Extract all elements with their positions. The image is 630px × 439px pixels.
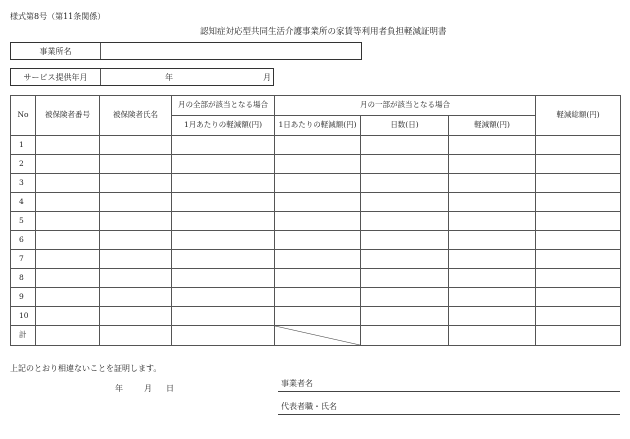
total-cell[interactable] [536, 326, 621, 346]
operator-label: 事業者名 [281, 379, 313, 388]
date-year: 年 [115, 384, 123, 393]
table-cell[interactable] [100, 288, 172, 307]
table-cell[interactable] [449, 174, 536, 193]
total-cell[interactable] [449, 326, 536, 346]
table-cell[interactable] [536, 288, 621, 307]
table-cell[interactable] [361, 174, 449, 193]
header-part-amount: 軽減額(円) [449, 116, 536, 136]
table-cell[interactable] [361, 269, 449, 288]
table-cell[interactable] [36, 193, 100, 212]
table-cell[interactable] [449, 231, 536, 250]
table-cell[interactable] [100, 174, 172, 193]
table-cell[interactable] [36, 250, 100, 269]
table-cell[interactable] [36, 288, 100, 307]
header-all-month: 月の全部が該当となる場合 [172, 96, 275, 116]
table-cell[interactable] [449, 212, 536, 231]
table-cell[interactable] [361, 212, 449, 231]
table-cell[interactable] [275, 193, 361, 212]
table-cell[interactable] [100, 231, 172, 250]
table-cell[interactable] [361, 288, 449, 307]
certify-text: 上記のとおり相違ないことを証明します。 [10, 364, 162, 373]
table-cell[interactable] [100, 193, 172, 212]
table-cell[interactable] [536, 193, 621, 212]
representative-label: 代表者職・氏名 [281, 402, 337, 411]
table-cell[interactable] [536, 269, 621, 288]
table-cell[interactable] [449, 250, 536, 269]
table-cell[interactable] [172, 174, 275, 193]
row-number: 2 [11, 155, 36, 174]
row-number: 3 [11, 174, 36, 193]
office-name-field[interactable] [101, 43, 361, 59]
table-row [11, 250, 621, 269]
diagonal-line [275, 326, 360, 345]
service-month-unit: 月 [263, 73, 271, 82]
table-row [11, 231, 621, 250]
date-month: 月 [144, 384, 152, 393]
row-number: 7 [11, 250, 36, 269]
table-cell[interactable] [275, 155, 361, 174]
table-row [11, 155, 621, 174]
row-number: 4 [11, 193, 36, 212]
row-number: 8 [11, 269, 36, 288]
table-cell[interactable] [361, 155, 449, 174]
header-all-month-sub: 1月あたりの軽減額(円) [172, 116, 275, 136]
form-number: 様式第8号（第11条関係） [10, 12, 106, 21]
table-row [11, 269, 621, 288]
total-cell[interactable] [172, 326, 275, 346]
table-cell[interactable] [275, 174, 361, 193]
table-cell[interactable] [536, 136, 621, 155]
date-day: 日 [166, 384, 174, 393]
table-row [11, 174, 621, 193]
table-cell[interactable] [36, 212, 100, 231]
table-cell[interactable] [36, 174, 100, 193]
table-cell[interactable] [100, 269, 172, 288]
table-cell[interactable] [100, 250, 172, 269]
total-cell[interactable] [36, 326, 100, 346]
table-cell[interactable] [449, 193, 536, 212]
table-cell[interactable] [536, 250, 621, 269]
total-cell-diagonal [275, 326, 361, 346]
table-cell[interactable] [536, 231, 621, 250]
table-cell[interactable] [172, 155, 275, 174]
table-row [11, 307, 621, 326]
table-cell[interactable] [275, 288, 361, 307]
row-number: 5 [11, 212, 36, 231]
row-number: 10 [11, 307, 36, 326]
table-row [11, 212, 621, 231]
office-name-box [10, 42, 362, 60]
table-cell[interactable] [275, 307, 361, 326]
total-cell[interactable] [100, 326, 172, 346]
table-cell[interactable] [361, 136, 449, 155]
office-name-label: 事業所名 [11, 43, 101, 59]
table-cell[interactable] [100, 212, 172, 231]
table-cell[interactable] [36, 231, 100, 250]
table-cell[interactable] [449, 269, 536, 288]
table-cell[interactable] [361, 231, 449, 250]
header-insured-name: 被保険者氏名 [100, 96, 172, 136]
table-cell[interactable] [172, 288, 275, 307]
table-cell[interactable] [36, 307, 100, 326]
table-cell[interactable] [275, 212, 361, 231]
total-label: 計 [11, 326, 36, 346]
row-number: 9 [11, 288, 36, 307]
total-cell[interactable] [361, 326, 449, 346]
table-cell[interactable] [275, 250, 361, 269]
document-title: 認知症対応型共同生活介護事業所の家賃等利用者負担軽減証明書 [200, 27, 447, 37]
table-cell[interactable] [361, 307, 449, 326]
table-cell[interactable] [536, 212, 621, 231]
table-cell[interactable] [172, 307, 275, 326]
table-cell[interactable] [100, 307, 172, 326]
table-cell[interactable] [172, 250, 275, 269]
table-cell[interactable] [449, 136, 536, 155]
representative-underline[interactable] [278, 414, 620, 415]
table-cell[interactable] [449, 288, 536, 307]
table-cell[interactable] [36, 136, 100, 155]
table-cell[interactable] [275, 231, 361, 250]
header-total-amount: 軽減総額(円) [536, 96, 621, 136]
table-cell[interactable] [172, 212, 275, 231]
row-number: 6 [11, 231, 36, 250]
table-cell[interactable] [536, 307, 621, 326]
table-row [11, 288, 621, 307]
header-insured-number: 被保険者番号 [36, 96, 100, 136]
service-year-unit: 年 [165, 73, 173, 82]
table-cell[interactable] [172, 269, 275, 288]
reduction-table [10, 95, 621, 346]
header-no: No [11, 96, 36, 136]
table-cell[interactable] [275, 269, 361, 288]
service-month-label: サービス提供年月 [11, 69, 101, 85]
table-cell[interactable] [100, 136, 172, 155]
table-cell[interactable] [361, 250, 449, 269]
table-cell[interactable] [172, 193, 275, 212]
table-cell[interactable] [361, 193, 449, 212]
table-cell[interactable] [536, 155, 621, 174]
table-cell[interactable] [172, 231, 275, 250]
table-row [11, 136, 621, 155]
header-part-daily: 1日あたりの軽減額(円) [275, 116, 361, 136]
header-part-days: 日数(日) [361, 116, 449, 136]
table-cell[interactable] [100, 155, 172, 174]
table-row [11, 193, 621, 212]
service-month-box [10, 68, 274, 86]
row-number: 1 [11, 136, 36, 155]
table-cell[interactable] [36, 155, 100, 174]
table-cell[interactable] [449, 307, 536, 326]
table-cell[interactable] [449, 155, 536, 174]
table-cell[interactable] [172, 136, 275, 155]
table-cell[interactable] [275, 136, 361, 155]
header-part-month: 月の一部が該当となる場合 [275, 96, 536, 116]
table-cell[interactable] [536, 174, 621, 193]
table-cell[interactable] [36, 269, 100, 288]
operator-underline[interactable] [278, 391, 620, 392]
